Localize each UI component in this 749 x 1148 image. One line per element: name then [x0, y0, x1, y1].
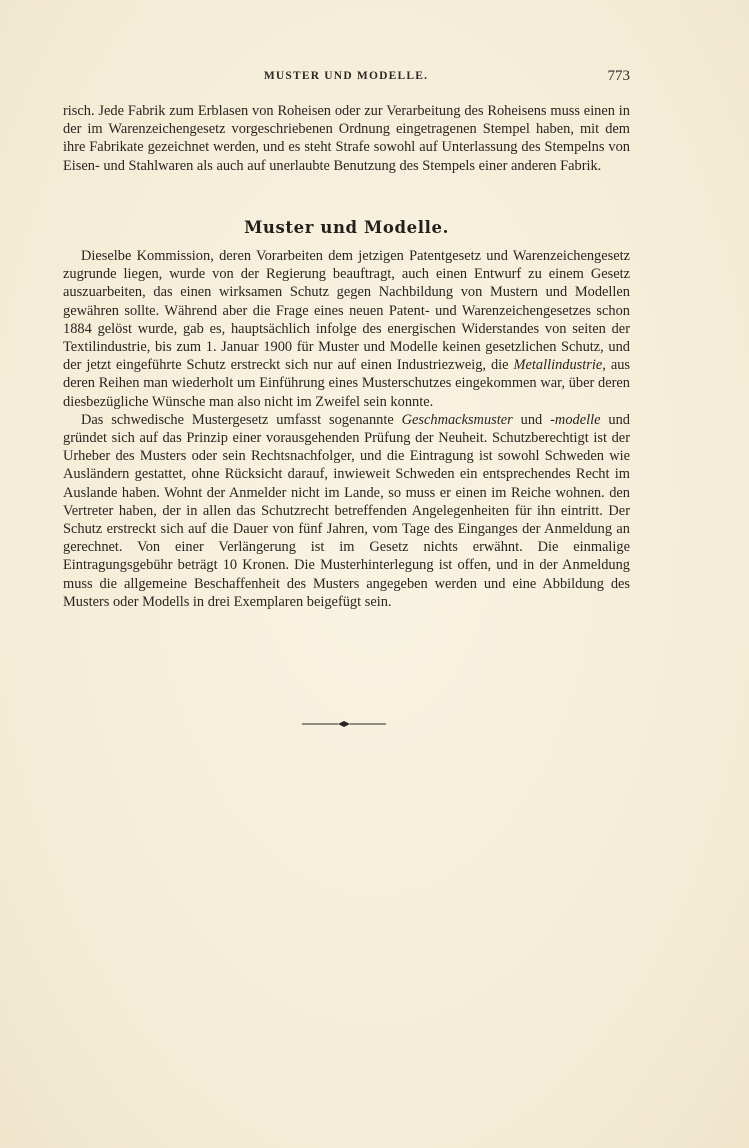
paragraph-swedish-law-text-3: und gründet sich auf das Prinzip einer vorausgehenden Prüfung der Neuheit. Schutzberechtigt ist der Urheber des Musters oder sein Rechtsnachfolger, und die Eintragung ist sowohl Schweden wie Ausländern gestattet, ohne Rücksicht darauf, inwieweit Schweden ein entsprechendes Recht im Auslande haben. Wohnt der Anmelder nicht im Lande, so muss er einen im Reiche wohnen. den Vertreter haben, der in allen das Schutzrecht betreffenden Angelegenheiten für ihn eintritt. Der Schutz erstreckt sich auf die Dauer von fünf Jahren, vom Tage des Einganges der Anmeldung an gerechnet. Von einer Verlängerung ist im Gesetz nichts erwähnt. Die einmalige Eintragungsgebühr beträgt 10 Kronen. Die Musterhinterlegung ist offen, und in der Anmeldung muss die allgemeine Beschaffenheit des Musters angegeben werden und eine Abbildung des Musters oder Modells in drei Exemplaren beigefügt sein. [63, 411, 630, 610]
paragraph-commission [63, 247, 630, 411]
text-block-section [63, 247, 630, 611]
text-block-top [63, 102, 630, 175]
paragraph-swedish-law-text-1: Das schwedische Mustergesetz umfasst sogenannte [81, 411, 402, 428]
section-end-ornament-icon [302, 718, 386, 730]
paragraph-commission-emphasis: Metallindustrie, [513, 357, 606, 374]
paragraph-swedish-law-emphasis-2: -modelle [550, 411, 601, 428]
paragraph-swedish-law [63, 411, 630, 611]
paragraph-swedish-law-text-2: und [512, 411, 551, 428]
paragraph-commission-text-2: aus deren Reihen man wiederholt um Einführung eines Musterschutzes eingekommen war, über deren diesbezügliche Wünsche man also nicht im Zweifel sein konnte. [63, 357, 631, 410]
paragraph-continuation: risch. Jede Fabrik zum Erblasen von Roheisen oder zur Verarbeitung des Roheisens muss einen in der im Warenzeichengesetz vorgeschriebenen Ordnung eingetragenen Stempel haben, mit dem ihre Fabrikate gezeichnet werden, und es steht Strafe sowohl auf Unterlassung des Stempelns von Eisen- und Stahlwaren als auch auf unerlaubte Benutzung des Stempels einer anderen Fabrik. [63, 103, 630, 174]
page-number: 773 [607, 68, 630, 84]
running-title: MUSTER UND MODELLE. [263, 70, 429, 82]
paragraph-commission-text-1: Dieselbe Kommission, deren Vorarbeiten dem jetzigen Patentgesetz und Warenzeichengesetz zugrunde liegen, wurde von der Regierung beauftragt, auch einen Entwurf zu einem Gesetz auszuarbeiten, das einen wirksamen Schutz gegen Nachbildung von Mustern und Modellen gewähren sollte. Während aber die Frage eines neuen Patent- und Warenzeichengesetzes schon 1884 gelöst wurde, gab es, hauptsächlich infolge des energischen Widerstandes von seiten der Textilindustrie, bis zum 1. Januar 1900 für Muster und Modelle keinen gesetzlichen Schutz, und der jetzt eingeführte Schutz erstreckt sich nur auf einen Industriezweig, die [63, 248, 630, 374]
section-heading: Muster und Modelle. [244, 218, 449, 237]
paragraph-swedish-law-emphasis-1: Geschmacksmuster [401, 411, 513, 428]
ornament-graphic [302, 718, 386, 730]
running-head [62, 68, 630, 88]
